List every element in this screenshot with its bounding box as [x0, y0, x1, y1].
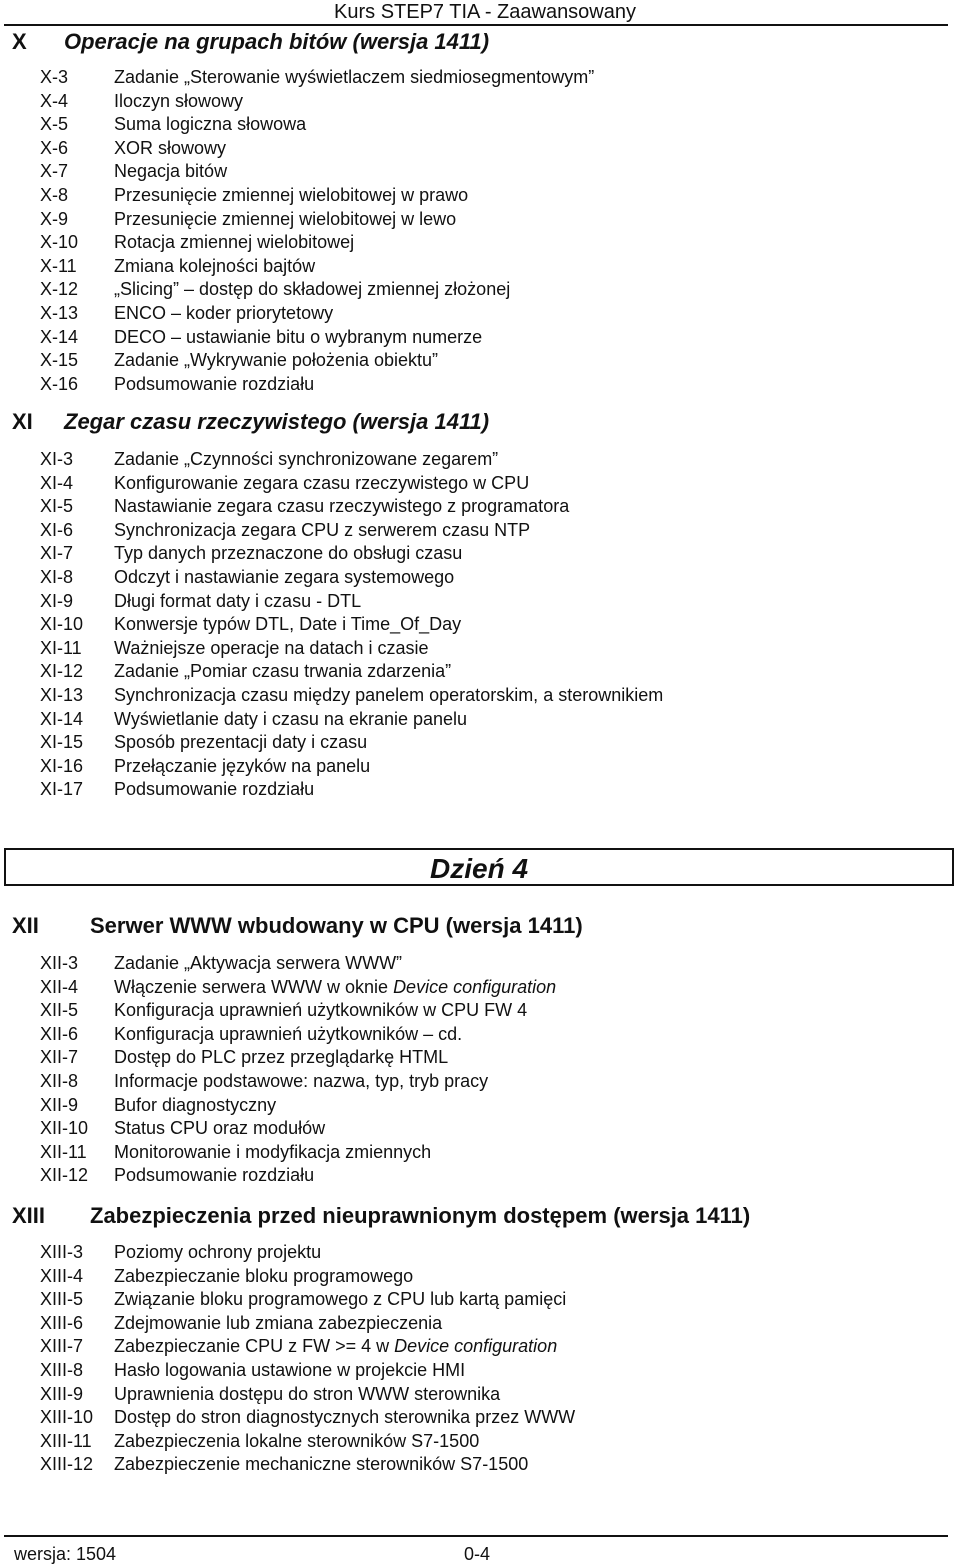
list-item: [0, 1383, 960, 1407]
list-item: [0, 208, 960, 232]
section-items: [0, 952, 960, 1188]
section-title: Operacje na grupach bitów (wersja 1411): [64, 29, 490, 54]
item-text: [114, 472, 529, 496]
item-text: [114, 1312, 442, 1336]
item-text-main: Konfigurowanie zegara czasu rzeczywistego w CPU: [114, 472, 530, 493]
section-number: XI: [12, 409, 33, 434]
list-item: [0, 1117, 960, 1141]
item-text: [114, 1094, 276, 1118]
item-text: [114, 1265, 413, 1289]
item-text: [114, 684, 663, 708]
item-text: [114, 590, 361, 614]
item-text-main: Konfiguracja uprawnień użytkowników – cd.: [114, 1023, 463, 1044]
list-item: [0, 519, 960, 543]
item-text-main: Przełączanie języków na panelu: [114, 755, 371, 776]
item-text-main: Zadanie „Aktywacja serwera WWW”: [114, 953, 403, 973]
item-text: [114, 637, 429, 661]
item-text-main: Bufor diagnostyczny: [114, 1094, 277, 1115]
item-code: XII-6: [40, 1023, 79, 1044]
item-code: XII-11: [40, 1141, 87, 1162]
item-code: XI-10: [40, 614, 84, 635]
item-text-main: Zabezpieczenie mechaniczne sterowników S7-1500: [114, 1454, 529, 1475]
item-text: [114, 755, 370, 779]
list-item: [0, 1023, 960, 1047]
item-code: XIII-3: [40, 1242, 84, 1262]
list-item: [0, 495, 960, 519]
item-code: XI-9: [40, 590, 74, 611]
item-text: [114, 566, 454, 590]
item-text: [114, 731, 367, 755]
item-text-main: Zabezpieczanie CPU z FW >= 4 w: [114, 1336, 395, 1357]
item-text-main: Typ danych przeznaczone do obsługi czasu: [114, 543, 463, 564]
list-item: [0, 1046, 960, 1070]
item-code: XII-3: [40, 953, 79, 973]
list-item: [0, 1070, 960, 1094]
item-text-main: ENCO – koder priorytetowy: [114, 302, 334, 323]
item-text-italic: Device configuration: [393, 976, 557, 997]
item-text-main: Konfiguracja uprawnień użytkowników w CPU FW 4: [114, 1000, 528, 1021]
footer-version: wersja: 1504: [14, 1544, 117, 1564]
item-text-main: Synchronizacja czasu między panelem operatorskim, a sterownikiem: [114, 684, 664, 705]
item-text-main: Podsumowanie rozdziału: [114, 1165, 315, 1186]
item-text: [114, 1164, 314, 1188]
list-item: [0, 778, 960, 802]
item-text: [114, 1430, 479, 1454]
item-text-main: Przesunięcie zmiennej wielobitowej w lewo: [114, 208, 457, 229]
item-code: X-14: [40, 326, 79, 347]
item-text-main: Związanie bloku programowego z CPU lub kartą pamięci: [114, 1289, 567, 1310]
item-text: [114, 278, 510, 302]
header-divider: [4, 24, 948, 26]
item-text-main: Iloczyn słowowy: [114, 90, 244, 111]
list-item: [0, 1430, 960, 1454]
item-text: [114, 208, 456, 232]
item-text-main: Zabezpieczenia lokalne sterowników S7-1500: [114, 1430, 480, 1451]
item-text: [114, 1117, 325, 1141]
item-code: XIII-12: [40, 1454, 94, 1475]
list-item: [0, 255, 960, 279]
item-text: [114, 778, 314, 802]
item-text-main: Przesunięcie zmiennej wielobitowej w prawo: [114, 184, 469, 205]
item-code: X-3: [40, 67, 69, 87]
item-code: XI-5: [40, 496, 74, 517]
item-text: [114, 231, 354, 255]
item-text: [114, 1383, 500, 1407]
list-item: [0, 1453, 960, 1477]
section-items: [0, 1241, 960, 1477]
list-item: [0, 731, 960, 755]
item-text-main: Zadanie „Pomiar czasu trwania zdarzenia”: [114, 661, 452, 682]
item-code: XII-12: [40, 1165, 89, 1186]
item-code: XIII-4: [40, 1265, 84, 1286]
item-text-main: Konwersje typów DTL, Date i Time_Of_Day: [114, 614, 462, 635]
item-text-main: Poziomy ochrony projektu: [114, 1242, 322, 1262]
item-text-main: Suma logiczna słowowa: [114, 114, 307, 135]
item-text: [114, 1335, 557, 1359]
item-code: XII-7: [40, 1047, 79, 1068]
item-text: [114, 1023, 462, 1047]
item-text-main: Zadanie „Sterowanie wyświetlaczem siedmiosegmentowym”: [114, 67, 595, 87]
list-item: [0, 326, 960, 350]
list-item: [0, 1265, 960, 1289]
item-text: [114, 66, 594, 90]
item-text: [114, 1406, 575, 1430]
list-item: [0, 113, 960, 137]
item-text-main: Włączenie serwera WWW w oknie: [114, 976, 394, 997]
item-code: XIII-11: [40, 1430, 92, 1451]
item-text-main: Długi format daty i czasu - DTL: [114, 590, 362, 611]
item-code: X-10: [40, 232, 79, 253]
item-code: X-15: [40, 350, 79, 371]
item-code: XI-11: [40, 637, 82, 658]
item-text: [114, 613, 461, 637]
item-code: XI-8: [40, 566, 74, 587]
item-text-main: Sposób prezentacji daty i czasu: [114, 732, 368, 753]
item-code: XI-6: [40, 519, 74, 540]
item-text: [114, 90, 243, 114]
item-text-main: Rotacja zmiennej wielobitowej: [114, 232, 355, 253]
section-title: Zabezpieczenia przed nieuprawnionym dostępem (wersja 1411): [90, 1203, 751, 1228]
list-item: [0, 66, 960, 90]
list-item: [0, 613, 960, 637]
item-text-main: Negacja bitów: [114, 161, 228, 182]
list-item: [0, 952, 960, 976]
item-text: [114, 1070, 488, 1094]
item-code: X-16: [40, 373, 79, 394]
item-text-main: Nastawianie zegara czasu rzeczywistego z programatora: [114, 496, 570, 517]
list-item: [0, 90, 960, 114]
item-text-main: Zmiana kolejności bajtów: [114, 255, 316, 276]
list-item: [0, 566, 960, 590]
list-item: [0, 472, 960, 496]
list-item: [0, 637, 960, 661]
list-item: [0, 1335, 960, 1359]
item-text: [114, 137, 226, 161]
item-text-main: Ważniejsze operacje na datach i czasie: [114, 637, 429, 658]
list-item: [0, 1241, 960, 1265]
list-item: [0, 1094, 960, 1118]
item-code: XII-10: [40, 1118, 89, 1139]
item-text: [114, 373, 314, 397]
item-text-main: Zadanie „Wykrywanie położenia obiektu”: [114, 350, 438, 371]
list-item: [0, 373, 960, 397]
item-text: [114, 1288, 566, 1312]
list-item: [0, 755, 960, 779]
item-code: X-12: [40, 279, 79, 300]
item-text: [114, 976, 556, 1000]
item-text-main: Zadanie „Czynności synchronizowane zegarem”: [114, 449, 499, 469]
item-text: [114, 448, 498, 472]
item-text-main: Zabezpieczanie bloku programowego: [114, 1265, 414, 1286]
item-text: [114, 326, 482, 350]
item-text-main: Podsumowanie rozdziału: [114, 779, 315, 800]
item-text-main: Synchronizacja zegara CPU z serwerem czasu NTP: [114, 519, 531, 540]
item-text: [114, 999, 527, 1023]
item-text: [114, 660, 451, 684]
item-code: X-8: [40, 184, 69, 205]
list-item: [0, 231, 960, 255]
item-text: [114, 1046, 448, 1070]
item-text: [114, 542, 462, 566]
item-code: X-5: [40, 114, 69, 135]
list-item: [0, 542, 960, 566]
item-text-main: Dostęp do PLC przez przeglądarkę HTML: [114, 1047, 449, 1068]
item-text-main: Monitorowanie i modyfikacja zmiennych: [114, 1141, 432, 1162]
item-text-main: Status CPU oraz modułów: [114, 1118, 326, 1139]
item-text-main: Podsumowanie rozdziału: [114, 373, 315, 394]
item-code: X-6: [40, 137, 69, 158]
day-banner-title: Dzień 4: [430, 853, 529, 884]
item-text-main: Hasło logowania ustawione w projekcie HMI: [114, 1359, 466, 1380]
course-title: Kurs STEP7 TIA - Zaawansowany: [334, 1, 636, 23]
list-item: [0, 1164, 960, 1188]
item-code: XI-12: [40, 661, 84, 682]
list-item: [0, 349, 960, 373]
section-title: Serwer WWW wbudowany w CPU (wersja 1411): [90, 913, 583, 938]
item-code: XII-8: [40, 1070, 79, 1091]
item-text: [114, 495, 569, 519]
item-text-main: Uprawnienia dostępu do stron WWW sterownika: [114, 1383, 501, 1404]
list-item: [0, 160, 960, 184]
item-text: [114, 113, 306, 137]
list-item: [0, 590, 960, 614]
list-item: [0, 137, 960, 161]
item-code: XI-16: [40, 755, 84, 776]
item-code: XIII-8: [40, 1359, 84, 1380]
item-text-main: Dostęp do stron diagnostycznych sterownika przez WWW: [114, 1407, 576, 1428]
item-text: [114, 1241, 321, 1265]
list-item: [0, 660, 960, 684]
item-code: XI-15: [40, 732, 84, 753]
section-number: XII: [12, 913, 39, 938]
item-code: XI-14: [40, 708, 84, 729]
item-text: [114, 255, 315, 279]
item-code: XIII-10: [40, 1407, 94, 1428]
item-code: XIII-6: [40, 1312, 84, 1333]
item-text-main: Informacje podstawowe: nazwa, typ, tryb pracy: [114, 1070, 489, 1091]
list-item: [0, 184, 960, 208]
list-item: [0, 1406, 960, 1430]
item-code: XI-3: [40, 449, 74, 469]
list-item: [0, 1141, 960, 1165]
item-text-main: Zdejmowanie lub zmiana zabezpieczenia: [114, 1312, 443, 1333]
item-code: X-7: [40, 161, 69, 182]
item-code: XI-4: [40, 472, 74, 493]
item-code: XII-5: [40, 1000, 79, 1021]
list-item: [0, 278, 960, 302]
item-text: [114, 1141, 431, 1165]
section-items: [0, 66, 960, 396]
list-item: [0, 684, 960, 708]
item-code: XIII-9: [40, 1383, 84, 1404]
item-code: XI-7: [40, 543, 74, 564]
item-text: [114, 160, 227, 184]
list-item: [0, 708, 960, 732]
item-code: XII-4: [40, 976, 79, 997]
item-text: [114, 1453, 528, 1477]
list-item: [0, 1288, 960, 1312]
list-item: [0, 1312, 960, 1336]
item-code: XI-13: [40, 684, 84, 705]
list-item: [0, 999, 960, 1023]
item-code: XI-17: [40, 779, 84, 800]
item-text: [114, 302, 333, 326]
item-text: [114, 519, 530, 543]
section-number: X: [12, 29, 27, 54]
item-text: [114, 1359, 465, 1383]
section-items: [0, 448, 960, 802]
item-code: XIII-7: [40, 1336, 84, 1357]
footer-page-number: 0-4: [464, 1544, 491, 1564]
item-text: [114, 708, 467, 732]
item-text-main: Odczyt i nastawianie zegara systemowego: [114, 566, 455, 587]
item-text: [114, 349, 438, 373]
section-title: Zegar czasu rzeczywistego (wersja 1411): [64, 409, 490, 434]
item-text-main: Wyświetlanie daty i czasu na ekranie panelu: [114, 708, 468, 729]
item-text: [114, 184, 468, 208]
item-code: X-4: [40, 90, 69, 111]
list-item: [0, 976, 960, 1000]
item-text-main: XOR słowowy: [114, 137, 227, 158]
section-number: XIII: [12, 1203, 46, 1228]
list-item: [0, 448, 960, 472]
item-code: X-11: [40, 255, 77, 276]
item-text-italic: Device configuration: [394, 1336, 558, 1357]
item-code: XII-9: [40, 1094, 79, 1115]
list-item: [0, 1359, 960, 1383]
item-text-main: „Slicing” – dostęp do składowej zmiennej złożonej: [114, 279, 511, 300]
footer-divider: [4, 1535, 948, 1537]
item-code: X-9: [40, 208, 69, 229]
item-text-main: DECO – ustawianie bitu o wybranym numerze: [114, 326, 483, 347]
item-code: XIII-5: [40, 1289, 84, 1310]
item-text: [114, 952, 402, 976]
list-item: [0, 302, 960, 326]
item-code: X-13: [40, 302, 79, 323]
